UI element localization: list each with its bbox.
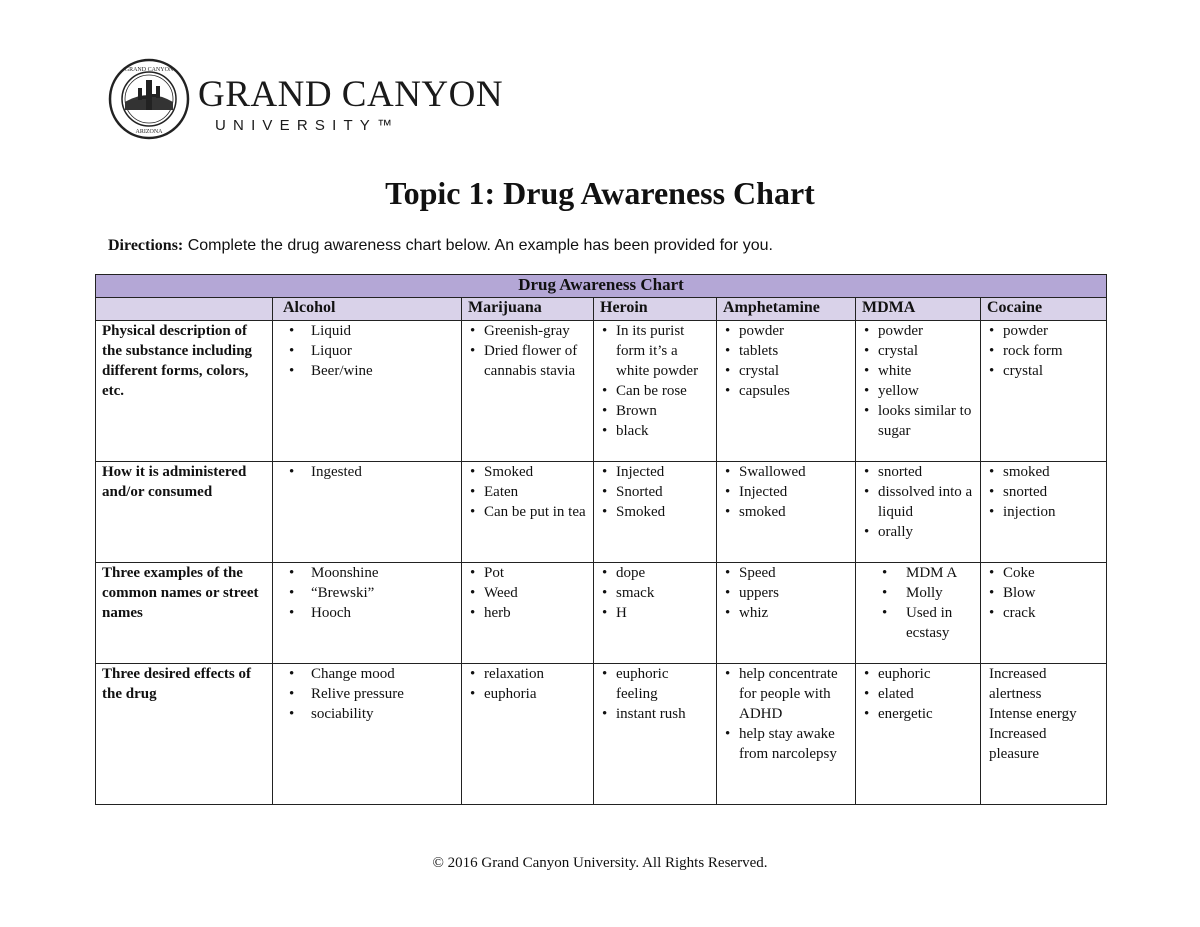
list-item: • dope bbox=[616, 563, 710, 583]
table-cell bbox=[981, 563, 1107, 664]
table-cell bbox=[981, 462, 1107, 563]
list-item: • Weed bbox=[484, 583, 587, 603]
list-item: • “Brewski” bbox=[311, 583, 455, 603]
list-item: • crystal bbox=[1003, 361, 1100, 381]
list-item: • euphoric feeling bbox=[616, 664, 710, 704]
list-item: • Hooch bbox=[311, 603, 455, 623]
row-label: Physical description of the substance including different forms, colors, etc. bbox=[96, 321, 273, 462]
list-item: • white bbox=[878, 361, 974, 381]
list-item: • Moonshine bbox=[311, 563, 455, 583]
list-item: • Greenish-gray bbox=[484, 321, 587, 341]
table-cell bbox=[462, 321, 594, 462]
list-item: • Speed bbox=[739, 563, 849, 583]
list-item: • snorted bbox=[878, 462, 974, 482]
list-item: • Can be put in tea bbox=[484, 502, 587, 522]
list-item: • Liquor bbox=[311, 341, 455, 361]
logo-subtitle: UNIVERSITY™ bbox=[215, 117, 400, 134]
column-header-alcohol: Alcohol bbox=[273, 298, 462, 321]
table-cell bbox=[462, 462, 594, 563]
list-item: • Brown bbox=[616, 401, 710, 421]
list-item: • Used in ecstasy bbox=[906, 603, 974, 643]
table-caption: Drug Awareness Chart bbox=[96, 275, 1107, 298]
directions-text: Complete the drug awareness chart below. An example has been provided for you. bbox=[187, 237, 773, 254]
list-item: • tablets bbox=[739, 341, 849, 361]
list-item: • Swallowed bbox=[739, 462, 849, 482]
table-cell bbox=[462, 563, 594, 664]
list-item: • yellow bbox=[878, 381, 974, 401]
cell-line: Increased alertness bbox=[989, 666, 1047, 702]
list-item: • crack bbox=[1003, 603, 1100, 623]
list-item: • Molly bbox=[906, 583, 974, 603]
row-label: Three desired effects of the drug bbox=[96, 664, 273, 805]
list-item: • dissolved into a liquid bbox=[878, 482, 974, 522]
logo-name: GRAND CANYON bbox=[198, 74, 504, 115]
directions-label: Directions: bbox=[108, 237, 184, 254]
drug-awareness-table bbox=[95, 274, 1107, 805]
list-item: • powder bbox=[1003, 321, 1100, 341]
list-item: • capsules bbox=[739, 381, 849, 401]
list-item: • rock form bbox=[1003, 341, 1100, 361]
svg-text:GRAND CANYON: GRAND CANYON bbox=[124, 67, 174, 73]
directions bbox=[108, 237, 773, 255]
list-item: • Liquid bbox=[311, 321, 455, 341]
list-item: • Change mood bbox=[311, 664, 455, 684]
table-cell bbox=[594, 664, 717, 805]
list-item: • smack bbox=[616, 583, 710, 603]
table-cell bbox=[717, 321, 856, 462]
table-cell bbox=[856, 664, 981, 805]
cell-line: Intense energy bbox=[989, 706, 1077, 722]
table-cell bbox=[856, 462, 981, 563]
table-cell bbox=[717, 664, 856, 805]
list-item: • instant rush bbox=[616, 704, 710, 724]
column-header-heroin: Heroin bbox=[594, 298, 717, 321]
list-item: • Injected bbox=[739, 482, 849, 502]
list-item: • relaxation bbox=[484, 664, 587, 684]
list-item: • crystal bbox=[739, 361, 849, 381]
table-cell bbox=[594, 321, 717, 462]
table-cell bbox=[462, 664, 594, 805]
table-header-row bbox=[96, 298, 1107, 321]
list-item: • herb bbox=[484, 603, 587, 623]
list-item: • Smoked bbox=[616, 502, 710, 522]
header-blank-cell bbox=[96, 298, 273, 321]
list-item: • Coke bbox=[1003, 563, 1100, 583]
list-item: • Snorted bbox=[616, 482, 710, 502]
university-seal-icon bbox=[108, 58, 190, 140]
list-item: • MDM A bbox=[906, 563, 974, 583]
list-item: • help concentrate for people with ADHD bbox=[739, 664, 849, 724]
list-item: • smoked bbox=[739, 502, 849, 522]
list-item: • elated bbox=[878, 684, 974, 704]
list-item: • injection bbox=[1003, 502, 1100, 522]
table-row bbox=[96, 563, 1107, 664]
list-item: • Beer/wine bbox=[311, 361, 455, 381]
list-item: • Relive pressure bbox=[311, 684, 455, 704]
list-item: • uppers bbox=[739, 583, 849, 603]
list-item: • Injected bbox=[616, 462, 710, 482]
table-cell bbox=[594, 462, 717, 563]
row-label: How it is administered and/or consumed bbox=[96, 462, 273, 563]
university-logo bbox=[108, 58, 504, 142]
table-cell bbox=[981, 664, 1107, 805]
list-item: • looks similar to sugar bbox=[878, 401, 974, 441]
table-cell bbox=[717, 563, 856, 664]
copyright-footer: © 2016 Grand Canyon University. All Rights Reserved. bbox=[432, 855, 768, 871]
list-item: • euphoria bbox=[484, 684, 587, 704]
table-row bbox=[96, 321, 1107, 462]
list-item: • Smoked bbox=[484, 462, 587, 482]
column-header-amphetamine: Amphetamine bbox=[717, 298, 856, 321]
column-header-mdma: MDMA bbox=[856, 298, 981, 321]
list-item: • black bbox=[616, 421, 710, 441]
table-cell bbox=[856, 563, 981, 664]
page-title: Topic 1: Drug Awareness Chart bbox=[385, 175, 815, 211]
table-cell bbox=[273, 462, 462, 563]
table-cell bbox=[273, 321, 462, 462]
list-item: • energetic bbox=[878, 704, 974, 724]
list-item: • crystal bbox=[878, 341, 974, 361]
list-item: • whiz bbox=[739, 603, 849, 623]
cell-line: Increased pleasure bbox=[989, 726, 1047, 762]
table-cell bbox=[273, 563, 462, 664]
list-item: • orally bbox=[878, 522, 974, 542]
list-item: • powder bbox=[739, 321, 849, 341]
list-item: • Eaten bbox=[484, 482, 587, 502]
column-header-marijuana: Marijuana bbox=[462, 298, 594, 321]
table-cell bbox=[273, 664, 462, 805]
list-item: • euphoric bbox=[878, 664, 974, 684]
table-row bbox=[96, 462, 1107, 563]
list-item: • Pot bbox=[484, 563, 587, 583]
list-item: • powder bbox=[878, 321, 974, 341]
column-header-cocaine: Cocaine bbox=[981, 298, 1107, 321]
table-row bbox=[96, 664, 1107, 805]
list-item: • H bbox=[616, 603, 710, 623]
list-item: • help stay awake from narcolepsy bbox=[739, 724, 849, 764]
row-label: Three examples of the common names or street names bbox=[96, 563, 273, 664]
list-item: • In its purist form it’s a white powder bbox=[616, 321, 710, 381]
list-item: • smoked bbox=[1003, 462, 1100, 482]
list-item: • Dried flower of cannabis stavia bbox=[484, 341, 587, 381]
list-item: • sociability bbox=[311, 704, 455, 724]
table-cell bbox=[981, 321, 1107, 462]
table-cell bbox=[717, 462, 856, 563]
table-cell bbox=[856, 321, 981, 462]
svg-text:ARIZONA: ARIZONA bbox=[135, 129, 163, 135]
list-item: • Ingested bbox=[311, 462, 455, 482]
list-item: • snorted bbox=[1003, 482, 1100, 502]
table-cell bbox=[594, 563, 717, 664]
list-item: • Blow bbox=[1003, 583, 1100, 603]
list-item: • Can be rose bbox=[616, 381, 710, 401]
